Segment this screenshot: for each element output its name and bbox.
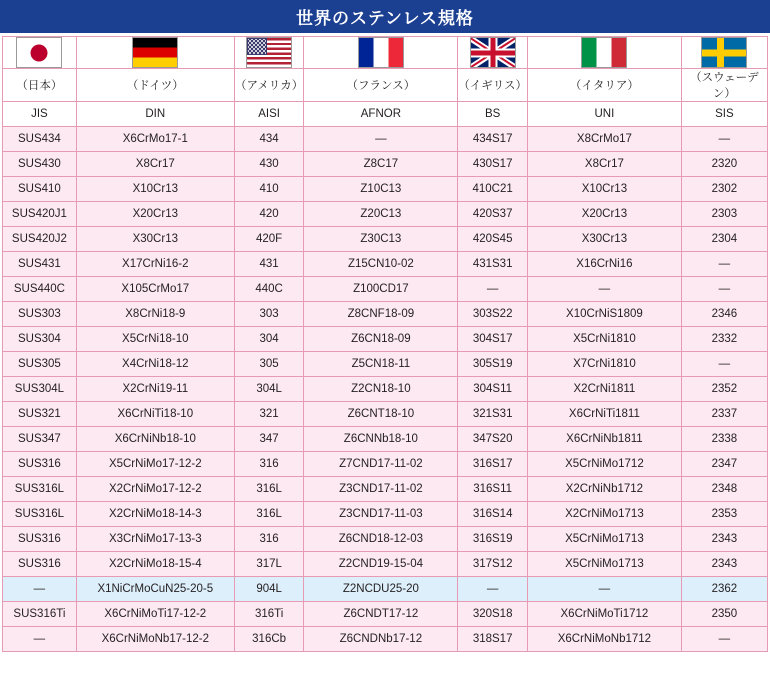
table-cell: 2302	[681, 177, 767, 202]
table-cell: X4CrNi18-12	[76, 352, 234, 377]
table-row	[3, 302, 768, 327]
table-cell: 316S17	[458, 452, 528, 477]
table-cell: 316Ti	[234, 602, 304, 627]
table-cell: 304S17	[458, 327, 528, 352]
table-row	[3, 152, 768, 177]
table-cell: X8Cr17	[528, 152, 682, 177]
table-cell: SUS304	[3, 327, 77, 352]
table-cell: Z3CND17-11-03	[304, 502, 458, 527]
country-label-japan: （日本）	[3, 69, 77, 102]
table-cell: X6CrNiTi18-10	[76, 402, 234, 427]
table-cell: —	[681, 127, 767, 152]
table-cell: 2337	[681, 402, 767, 427]
table-cell: 420S45	[458, 227, 528, 252]
table-cell: 420F	[234, 227, 304, 252]
table-cell: 305	[234, 352, 304, 377]
table-cell: X105CrMo17	[76, 277, 234, 302]
table-cell: X30Cr13	[76, 227, 234, 252]
table-cell: Z6CN18-09	[304, 327, 458, 352]
flag-japan-icon	[16, 37, 62, 68]
table-cell: Z6CNT18-10	[304, 402, 458, 427]
table-cell: X5CrNiMo1712	[528, 452, 682, 477]
table-cell: 2343	[681, 527, 767, 552]
table-cell: SUS440C	[3, 277, 77, 302]
table-cell: 2353	[681, 502, 767, 527]
table-cell: 316	[234, 527, 304, 552]
table-cell: 2347	[681, 452, 767, 477]
table-cell: 2346	[681, 302, 767, 327]
flag-header-row	[3, 37, 768, 69]
table-cell: 410C21	[458, 177, 528, 202]
table-cell: 2303	[681, 202, 767, 227]
table-cell: Z3CND17-11-02	[304, 477, 458, 502]
table-cell: 410	[234, 177, 304, 202]
table-cell: 2343	[681, 552, 767, 577]
page-title: 世界のステンレス規格	[296, 9, 474, 28]
standard-jis: JIS	[3, 102, 77, 127]
table-cell: X10Cr13	[76, 177, 234, 202]
table-cell: X6CrNiMoTi1712	[528, 602, 682, 627]
flag-cell-italy	[528, 37, 682, 69]
table-row	[3, 377, 768, 402]
table-cell: 420S37	[458, 202, 528, 227]
table-cell: —	[528, 577, 682, 602]
table-cell: X5CrNiMo1713	[528, 527, 682, 552]
standard-din: DIN	[76, 102, 234, 127]
table-cell: 2338	[681, 427, 767, 452]
table-cell: 316S19	[458, 527, 528, 552]
table-cell: X8CrMo17	[528, 127, 682, 152]
table-row	[3, 477, 768, 502]
table-cell: 2320	[681, 152, 767, 177]
table-cell: X6CrNiMoNb17-12-2	[76, 627, 234, 652]
table-row	[3, 127, 768, 152]
page-title-bar	[0, 0, 770, 33]
table-cell: X3CrNiMo17-13-3	[76, 527, 234, 552]
table-cell: 420	[234, 202, 304, 227]
table-cell: Z10C13	[304, 177, 458, 202]
table-cell: —	[681, 352, 767, 377]
table-cell: SUS430	[3, 152, 77, 177]
table-cell: X2CrNi1811	[528, 377, 682, 402]
table-cell: Z6CND18-12-03	[304, 527, 458, 552]
table-row	[3, 502, 768, 527]
country-label-row	[3, 69, 768, 102]
flag-usa-icon	[246, 37, 292, 68]
table-cell: Z2NCDU25-20	[304, 577, 458, 602]
table-cell: —	[3, 627, 77, 652]
table-cell: —	[528, 277, 682, 302]
table-cell: Z8C17	[304, 152, 458, 177]
table-cell: 430	[234, 152, 304, 177]
table-cell: X6CrNiTi1811	[528, 402, 682, 427]
flag-uk-icon	[470, 37, 516, 68]
table-cell: SUS431	[3, 252, 77, 277]
table-cell: 2362	[681, 577, 767, 602]
table-cell: 2304	[681, 227, 767, 252]
table-cell: Z2CN18-10	[304, 377, 458, 402]
table-cell: Z7CND17-11-02	[304, 452, 458, 477]
table-cell: X2CrNiMo18-14-3	[76, 502, 234, 527]
table-cell: X6CrNiNb18-10	[76, 427, 234, 452]
table-cell: SUS316	[3, 552, 77, 577]
table-cell: X2CrNiMo17-12-2	[76, 477, 234, 502]
table-row	[3, 227, 768, 252]
table-cell: 430S17	[458, 152, 528, 177]
table-cell: X20Cr13	[528, 202, 682, 227]
table-cell: —	[3, 577, 77, 602]
flag-cell-sweden	[681, 37, 767, 69]
flag-cell-france	[304, 37, 458, 69]
table-cell: 316S11	[458, 477, 528, 502]
table-cell: X10Cr13	[528, 177, 682, 202]
table-row	[3, 552, 768, 577]
table-row	[3, 277, 768, 302]
table-cell: SUS420J1	[3, 202, 77, 227]
table-cell: Z6CNDT17-12	[304, 602, 458, 627]
table-cell: X6CrNiMoTi17-12-2	[76, 602, 234, 627]
table-row	[3, 602, 768, 627]
table-cell: X8CrNi18-9	[76, 302, 234, 327]
table-cell: 2352	[681, 377, 767, 402]
table-cell: SUS305	[3, 352, 77, 377]
table-cell: Z30C13	[304, 227, 458, 252]
table-cell: 2332	[681, 327, 767, 352]
standard-sis: SIS	[681, 102, 767, 127]
country-label-sweden: （スウェーデン）	[681, 69, 767, 102]
flag-france-icon	[358, 37, 404, 68]
table-cell: SUS434	[3, 127, 77, 152]
table-cell: X1NiCrMoCuN25-20-5	[76, 577, 234, 602]
table-cell: 317S12	[458, 552, 528, 577]
table-cell: 316	[234, 452, 304, 477]
table-row	[3, 202, 768, 227]
table-cell: Z100CD17	[304, 277, 458, 302]
table-cell: 303	[234, 302, 304, 327]
country-label-usa: （アメリカ）	[234, 69, 304, 102]
table-cell: 347S20	[458, 427, 528, 452]
table-cell: X7CrNi1810	[528, 352, 682, 377]
table-cell: X5CrNiMo1713	[528, 552, 682, 577]
table-cell: SUS316Ti	[3, 602, 77, 627]
country-label-italy: （イタリア）	[528, 69, 682, 102]
table-cell: 321	[234, 402, 304, 427]
table-cell: SUS347	[3, 427, 77, 452]
flag-cell-uk	[458, 37, 528, 69]
table-cell: —	[681, 277, 767, 302]
table-cell: 431	[234, 252, 304, 277]
table-row	[3, 627, 768, 652]
table-cell: X20Cr13	[76, 202, 234, 227]
table-row	[3, 327, 768, 352]
table-cell: X6CrNiMoNb1712	[528, 627, 682, 652]
table-cell: —	[458, 577, 528, 602]
table-cell: 320S18	[458, 602, 528, 627]
standard-afnor: AFNOR	[304, 102, 458, 127]
country-label-uk: （イギリス）	[458, 69, 528, 102]
table-cell: X2CrNiMo18-15-4	[76, 552, 234, 577]
table-cell: 321S31	[458, 402, 528, 427]
table-cell: Z6CNNb18-10	[304, 427, 458, 452]
table-row	[3, 352, 768, 377]
table-cell: —	[458, 277, 528, 302]
table-cell: SUS321	[3, 402, 77, 427]
table-cell: X16CrNi16	[528, 252, 682, 277]
table-cell: X5CrNi1810	[528, 327, 682, 352]
table-cell: 317L	[234, 552, 304, 577]
standards-table	[2, 36, 768, 652]
flag-cell-germany	[76, 37, 234, 69]
country-label-germany: （ドイツ）	[76, 69, 234, 102]
flag-italy-icon	[581, 37, 627, 68]
table-cell: —	[681, 627, 767, 652]
table-cell: X10CrNiS1809	[528, 302, 682, 327]
table-cell: X8Cr17	[76, 152, 234, 177]
table-cell: Z8CNF18-09	[304, 302, 458, 327]
standard-uni: UNI	[528, 102, 682, 127]
table-cell: —	[681, 252, 767, 277]
table-cell: Z6CNDNb17-12	[304, 627, 458, 652]
table-cell: —	[304, 127, 458, 152]
table-cell: 434	[234, 127, 304, 152]
table-cell: 304L	[234, 377, 304, 402]
table-cell: SUS304L	[3, 377, 77, 402]
flag-cell-japan	[3, 37, 77, 69]
table-cell: Z20C13	[304, 202, 458, 227]
country-label-france: （フランス）	[304, 69, 458, 102]
table-cell: 434S17	[458, 127, 528, 152]
table-row	[3, 402, 768, 427]
table-cell: SUS316L	[3, 477, 77, 502]
table-cell: 305S19	[458, 352, 528, 377]
table-row	[3, 452, 768, 477]
table-cell: SUS316L	[3, 502, 77, 527]
table-cell: 318S17	[458, 627, 528, 652]
table-cell: SUS316	[3, 527, 77, 552]
table-cell: 2350	[681, 602, 767, 627]
table-row	[3, 252, 768, 277]
table-cell: 904L	[234, 577, 304, 602]
flag-sweden-icon	[701, 37, 747, 68]
table-cell: 347	[234, 427, 304, 452]
table-row	[3, 527, 768, 552]
table-cell: SUS410	[3, 177, 77, 202]
table-row	[3, 427, 768, 452]
table-cell: X30Cr13	[528, 227, 682, 252]
table-cell: X17CrNi16-2	[76, 252, 234, 277]
table-cell: 304	[234, 327, 304, 352]
flag-cell-usa	[234, 37, 304, 69]
table-cell: 440C	[234, 277, 304, 302]
table-cell: X5CrNiMo17-12-2	[76, 452, 234, 477]
table-cell: X6CrMo17-1	[76, 127, 234, 152]
table-cell: X5CrNi18-10	[76, 327, 234, 352]
table-cell: Z15CN10-02	[304, 252, 458, 277]
standard-name-row	[3, 102, 768, 127]
table-row	[3, 577, 768, 602]
table-cell: X2CrNi19-11	[76, 377, 234, 402]
table-cell: Z5CN18-11	[304, 352, 458, 377]
table-cell: X2CrNiNb1712	[528, 477, 682, 502]
standard-aisi: AISI	[234, 102, 304, 127]
table-cell: SUS420J2	[3, 227, 77, 252]
table-cell: X2CrNiMo1713	[528, 502, 682, 527]
table-cell: 316L	[234, 477, 304, 502]
table-cell: SUS316	[3, 452, 77, 477]
table-cell: 316Cb	[234, 627, 304, 652]
table-cell: Z2CND19-15-04	[304, 552, 458, 577]
table-cell: 316L	[234, 502, 304, 527]
table-cell: X6CrNiNb1811	[528, 427, 682, 452]
table-cell: SUS303	[3, 302, 77, 327]
table-cell: 303S22	[458, 302, 528, 327]
flag-germany-icon	[132, 37, 178, 68]
table-row	[3, 177, 768, 202]
table-cell: 431S31	[458, 252, 528, 277]
standard-bs: BS	[458, 102, 528, 127]
table-cell: 316S14	[458, 502, 528, 527]
table-cell: 304S11	[458, 377, 528, 402]
table-cell: 2348	[681, 477, 767, 502]
